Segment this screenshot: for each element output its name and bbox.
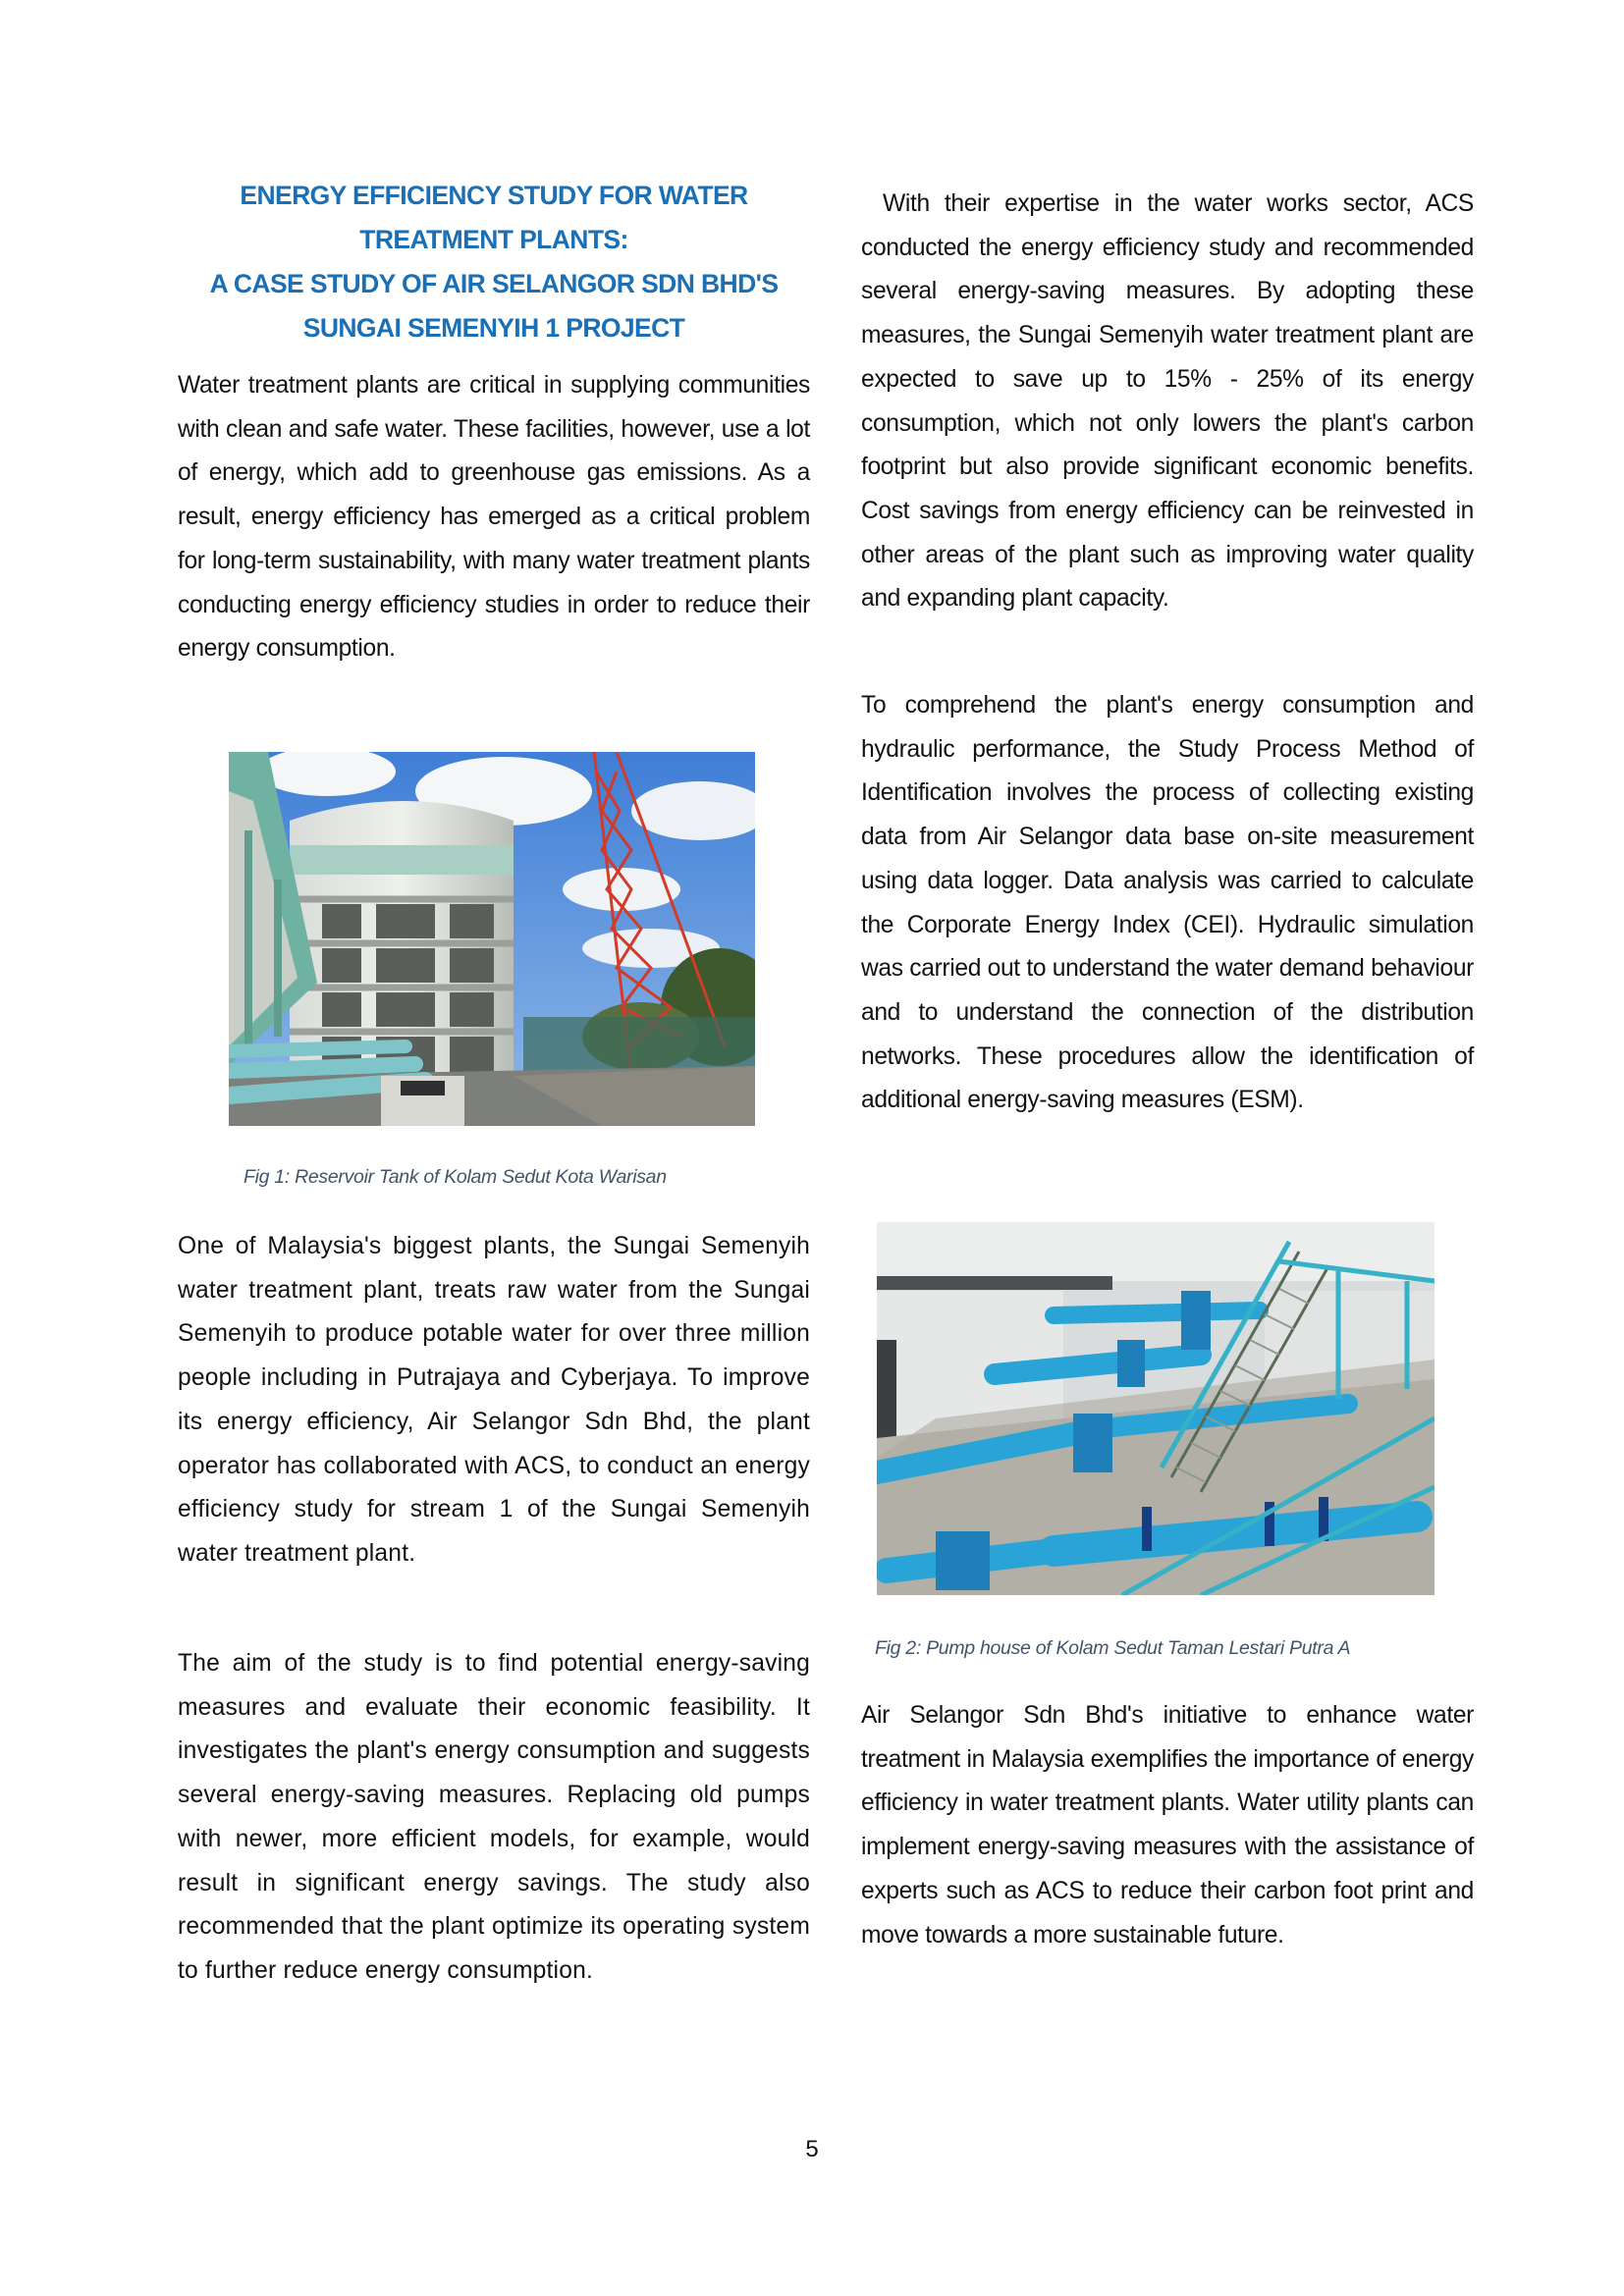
figure-1-caption: Fig 1: Reservoir Tank of Kolam Sedut Kota Warisan: [244, 1166, 667, 1188]
figure-2-pump-house-photo: [877, 1222, 1435, 1595]
study-method-paragraph: To comprehend the plant's energy consumption and hydraulic performance, the Study Process Method of Identification involves the process of collecting existing data from Air Selangor data base on-site measurement using data logger. Data analysis was carried to calculate the Corporate Energy Index (CEI). Hydraulic simulation was carried out to understand the water demand behaviour and to understand the connection of the distribution networks. These procedures allow the identification of additional energy-saving measures (ESM).: [861, 692, 1474, 1114]
figure-1-reservoir-tank-photo: [229, 752, 755, 1126]
title-line: A CASE STUDY OF AIR SELANGOR SDN BHD'S: [209, 269, 779, 298]
figure-2-caption: Fig 2: Pump house of Kolam Sedut Taman Lestari Putra A: [875, 1637, 1351, 1659]
acs-expertise-paragraph: With their expertise in the water works sector, ACS conducted the energy efficiency study and recommended several energy-saving measures. By adopting these measures, the Sungai Semenyih water treatment plant are expected to save up to 15% - 25% of its energy consumption, which not only lowers the plant's carbon footprint but also provide significant economic benefits. Cost savings from energy efficiency can be reinvested in other areas of the plant such as improving water quality and expanding plant capacity.: [861, 190, 1474, 613]
page-number: 5: [805, 2136, 819, 2163]
title-line: TREATMENT PLANTS:: [359, 225, 628, 254]
intro-paragraph: Water treatment plants are critical in supplying communities with clean and safe water. These facilities, however, use a lot of energy, which add to greenhouse gas emissions. As a result, energy efficiency has emerged as a critical problem for long-term sustainability, with many water treatment plants conducting energy efficiency studies in order to reduce their energy consumption.: [178, 372, 810, 663]
article-title: [172, 174, 816, 350]
plant-overview-paragraph: One of Malaysia's biggest plants, the Sungai Semenyih water treatment plant, treats raw water from the Sungai Semenyih to produce potable water for over three million people including in Putrajaya and Cyberjaya. To improve its energy efficiency, Air Selangor Sdn Bhd, the plant operator has collaborated with ACS, to conduct an energy efficiency study for stream 1 of the Sungai Semenyih water treatment plant.: [178, 1233, 810, 1567]
study-aim-paragraph: The aim of the study is to find potential energy-saving measures and evaluate their economic feasibility. It investigates the plant's energy consumption and suggests several energy-saving measures. Replacing old pumps with newer, more efficient models, for example, would result in significant energy savings. The study also recommended that the plant optimize its operating system to further reduce energy consumption.: [178, 1650, 810, 1984]
pump-house-image: [877, 1222, 1435, 1595]
reservoir-tank-image: [229, 752, 755, 1126]
conclusion-paragraph: Air Selangor Sdn Bhd's initiative to enhance water treatment in Malaysia exemplifies the importance of energy efficiency in water treatment plants. Water utility plants can implement energy-saving measures with the assistance of experts such as ACS to reduce their carbon foot print and move towards a more sustainable future.: [861, 1702, 1474, 1949]
title-line: ENERGY EFFICIENCY STUDY FOR WATER: [240, 181, 748, 210]
title-line: SUNGAI SEMENYIH 1 PROJECT: [302, 313, 685, 343]
